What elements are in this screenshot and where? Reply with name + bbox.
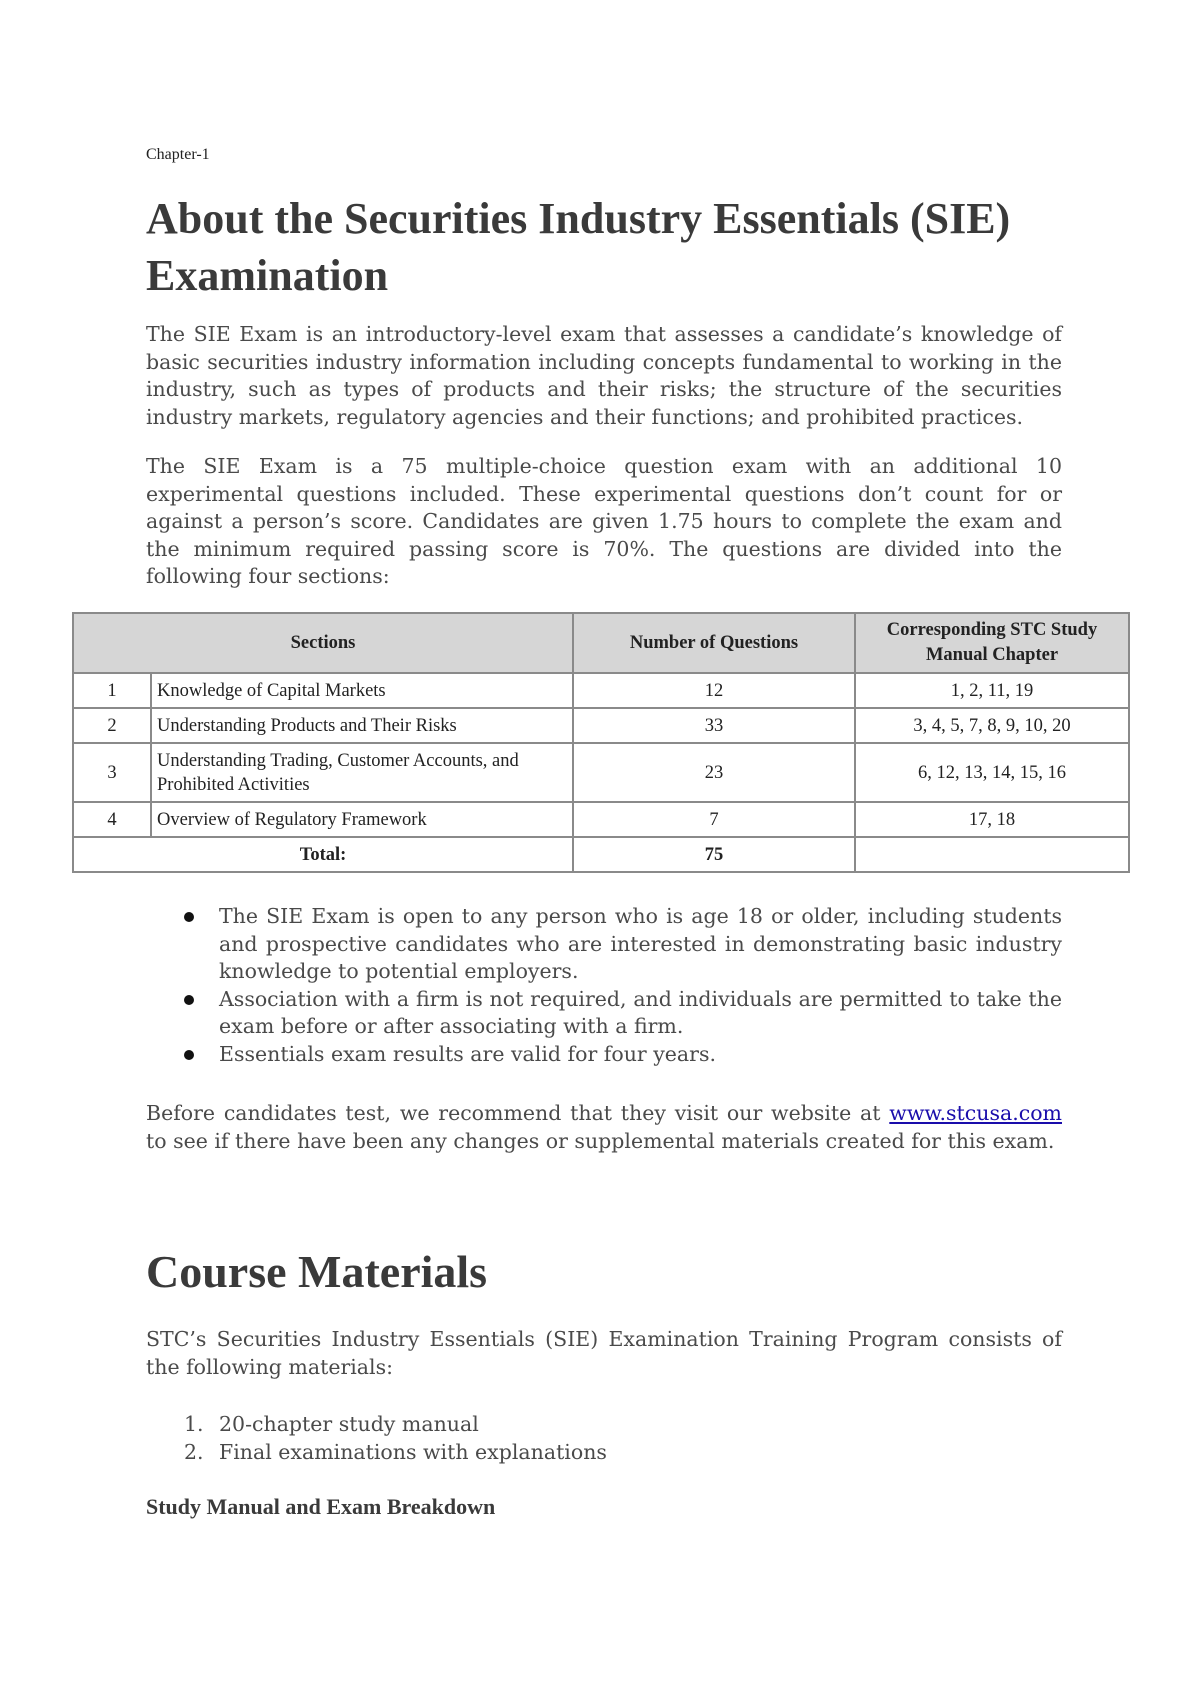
materials-list (146, 1410, 1062, 1466)
row-question-count: 7 (573, 802, 855, 837)
row-number: 3 (73, 743, 151, 802)
total-empty-cell (855, 837, 1129, 872)
table-row (73, 743, 1129, 802)
page-title: About the Securities Industry Essentials (SIE) Examination (146, 194, 1011, 300)
eligibility-list (146, 903, 1062, 1068)
row-section-name: Knowledge of Capital Markets (151, 673, 573, 708)
row-number: 2 (73, 708, 151, 743)
row-chapters: 1, 2, 11, 19 (855, 673, 1129, 708)
website-text-before: Before candidates test, we recommend that they visit our website at (146, 1101, 881, 1125)
row-number: 1 (73, 673, 151, 708)
row-number: 4 (73, 802, 151, 837)
header-number-of-questions: Number of Questions (573, 613, 855, 673)
row-question-count: 12 (573, 673, 855, 708)
row-chapters: 3, 4, 5, 7, 8, 9, 10, 20 (855, 708, 1129, 743)
list-number: 2. (184, 1440, 204, 1464)
header-sections: Sections (73, 613, 573, 673)
table-total-row (73, 837, 1129, 872)
bullet-icon (184, 912, 194, 922)
website-text-after: to see if there have been any changes or supplemental materials created for this exam. (146, 1128, 1055, 1153)
intro-paragraph: The SIE Exam is an introductory-level exam that assesses a candidate’s knowledge of basic securities industry information including concepts fundamental to working in the industry, such as types of products and their risks; the structure of the securities industry markets, regulatory agencies and their functions; and prohibited practices. (146, 322, 1062, 429)
row-section-name: Overview of Regulatory Framework (151, 802, 573, 837)
bullet-icon (184, 995, 194, 1005)
list-item-text: Essentials exam results are valid for four years. (219, 1041, 716, 1066)
list-item (146, 1410, 1062, 1438)
course-materials-heading: Course Materials (146, 1246, 488, 1297)
table-header-row (73, 613, 1129, 673)
table-row (73, 708, 1129, 743)
table-row (73, 802, 1129, 837)
row-section-name: Understanding Trading, Customer Accounts, and Prohibited Activities (151, 743, 573, 802)
list-item (146, 903, 1062, 986)
sections-table (72, 612, 1130, 873)
header-manual-chapter: Corresponding STC Study Manual Chapter (855, 613, 1129, 673)
materials-intro-paragraph: STC’s Securities Industry Essentials (SIE) Examination Training Program consists of the following materials: (146, 1327, 1062, 1379)
website-link[interactable]: www.stcusa.com (889, 1101, 1062, 1125)
row-section-name: Understanding Products and Their Risks (151, 708, 573, 743)
list-item (146, 1041, 1062, 1069)
row-question-count: 33 (573, 708, 855, 743)
list-item (146, 986, 1062, 1041)
row-chapters: 17, 18 (855, 802, 1129, 837)
exam-format-paragraph: The SIE Exam is a 75 multiple-choice question exam with an additional 10 experimental questions included. These experimental questions don’t count for or against a person’s score. Candidates are given 1.75 hours to complete the exam and the minimum required passing score is 70%. The questions are divided into the following four sections: (146, 454, 1062, 588)
website-paragraph (146, 1100, 1062, 1155)
list-item (146, 1438, 1062, 1466)
list-item-text: The SIE Exam is open to any person who is age 18 or older, including students and prospective candidates who are interested in demonstrating basic industry knowledge to potential employers. (219, 904, 1062, 983)
list-item-text: Final examinations with explanations (219, 1440, 607, 1464)
total-label: Total: (73, 837, 573, 872)
bullet-icon (184, 1050, 194, 1060)
total-value: 75 (573, 837, 855, 872)
list-item-text: Association with a firm is not required, and individuals are permitted to take the exam before or after associating with a firm. (219, 986, 1062, 1038)
list-item-text: 20-chapter study manual (219, 1412, 479, 1436)
chapter-label: Chapter-1 (146, 146, 210, 163)
row-question-count: 23 (573, 743, 855, 802)
list-number: 1. (184, 1412, 204, 1436)
table-row (73, 673, 1129, 708)
study-manual-subheading: Study Manual and Exam Breakdown (146, 1494, 496, 1519)
row-chapters: 6, 12, 13, 14, 15, 16 (855, 743, 1129, 802)
